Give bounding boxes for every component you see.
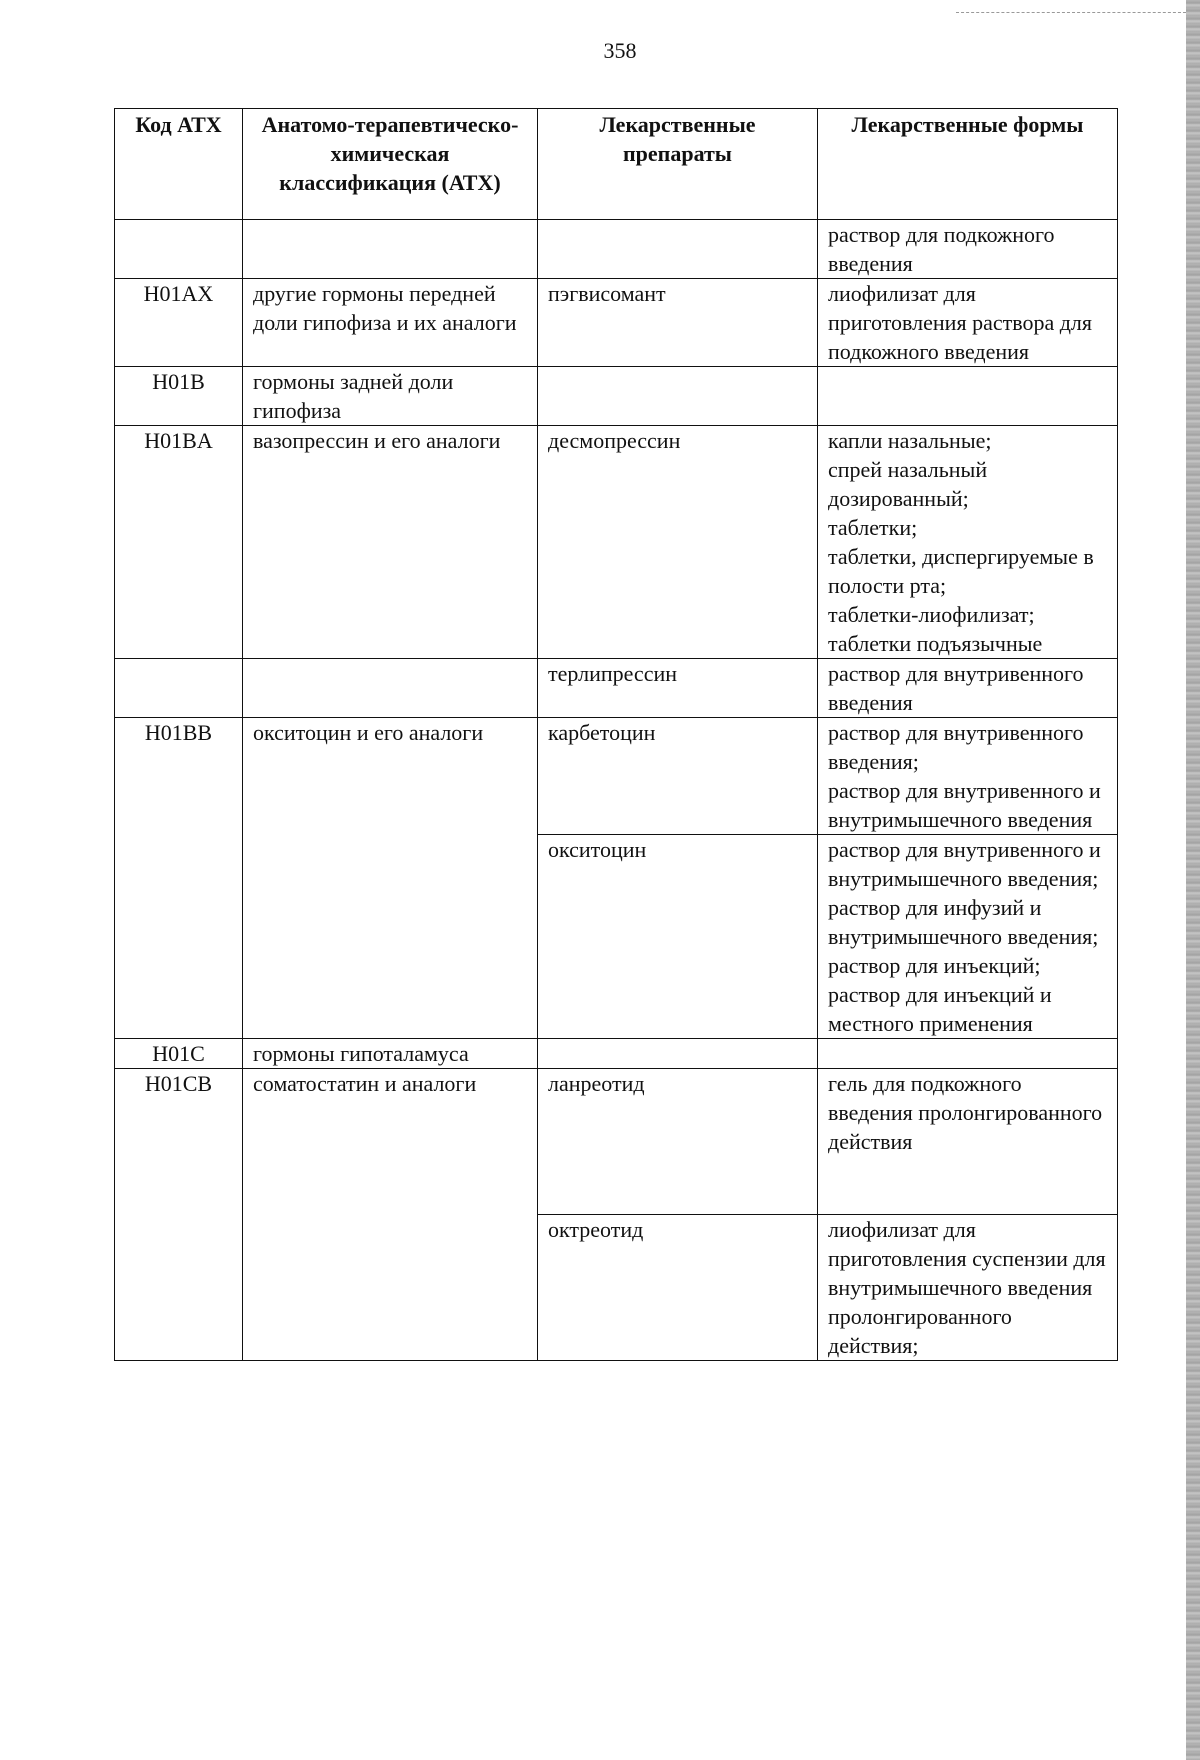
cell-forms bbox=[818, 718, 1118, 835]
cell-forms bbox=[818, 426, 1118, 659]
cell-forms bbox=[818, 835, 1118, 1039]
cell-drug: терлипрессин bbox=[538, 659, 818, 718]
cell-classification: соматостатин и аналоги bbox=[243, 1069, 538, 1361]
table-row bbox=[115, 279, 1118, 367]
atc-table bbox=[114, 108, 1118, 1361]
cell-classification bbox=[243, 659, 538, 718]
cell-classification: гормоны задней доли гипофиза bbox=[243, 367, 538, 426]
cell-code: H01AX bbox=[115, 279, 243, 367]
form-item: лиофилизат для приготовления раствора для подкожного введения bbox=[828, 281, 1092, 364]
cell-classification: окситоцин и его аналоги bbox=[243, 718, 538, 1039]
form-item: таблетки; bbox=[828, 515, 918, 540]
form-item: раствор для внутривенного введения bbox=[828, 661, 1084, 715]
cell-code bbox=[115, 220, 243, 279]
cell-code: H01C bbox=[115, 1039, 243, 1069]
cell-code: H01BA bbox=[115, 426, 243, 659]
cell-code: H01B bbox=[115, 367, 243, 426]
cell-code: H01CB bbox=[115, 1069, 243, 1361]
cell-classification: другие гормоны передней доли гипофиза и их аналоги bbox=[243, 279, 538, 367]
cell-classification: вазопрессин и его аналоги bbox=[243, 426, 538, 659]
cell-forms bbox=[818, 279, 1118, 367]
cell-forms bbox=[818, 1039, 1118, 1069]
cell-forms bbox=[818, 659, 1118, 718]
form-item: раствор для подкожного введения bbox=[828, 222, 1055, 276]
form-item: таблетки подъязычные bbox=[828, 631, 1043, 656]
cell-classification: гормоны гипоталамуса bbox=[243, 1039, 538, 1069]
header-classification: Анатомо-терапевтическо-химическая классификация (АТХ) bbox=[243, 109, 538, 220]
form-item: раствор для инъекций и местного применения bbox=[828, 982, 1052, 1036]
scan-edge-strip bbox=[1186, 0, 1200, 1760]
table-row bbox=[115, 220, 1118, 279]
form-item: раствор для инфузий и внутримышечного введения; bbox=[828, 895, 1099, 949]
cell-drug: пэгвисомант bbox=[538, 279, 818, 367]
table-row bbox=[115, 367, 1118, 426]
cell-forms bbox=[818, 367, 1118, 426]
form-item: таблетки-лиофилизат; bbox=[828, 602, 1035, 627]
cell-drug: десмопрессин bbox=[538, 426, 818, 659]
table-row bbox=[115, 1069, 1118, 1215]
cell-drug: октреотид bbox=[538, 1215, 818, 1361]
cell-forms bbox=[818, 220, 1118, 279]
cell-drug bbox=[538, 220, 818, 279]
cell-drug: карбетоцин bbox=[538, 718, 818, 835]
form-item: спрей назальный дозированный; bbox=[828, 457, 988, 511]
table-row bbox=[115, 659, 1118, 718]
header-drugs: Лекарственные препараты bbox=[538, 109, 818, 220]
form-item: раствор для внутривенного введения; bbox=[828, 720, 1084, 774]
header-forms: Лекарственные формы bbox=[818, 109, 1118, 220]
page-number: 358 bbox=[603, 38, 637, 63]
scan-edge-mark bbox=[956, 0, 1186, 13]
header-code: Код АТХ bbox=[115, 109, 243, 220]
form-item: капли назальные; bbox=[828, 428, 992, 453]
cell-drug bbox=[538, 1039, 818, 1069]
cell-forms bbox=[818, 1069, 1118, 1215]
cell-forms bbox=[818, 1215, 1118, 1361]
table-row bbox=[115, 718, 1118, 835]
cell-drug: окситоцин bbox=[538, 835, 818, 1039]
cell-drug: ланреотид bbox=[538, 1069, 818, 1215]
form-item: гель для подкожного введения пролонгированного действия bbox=[828, 1071, 1103, 1154]
form-item: раствор для внутривенного и внутримышечного введения; bbox=[828, 837, 1101, 891]
cell-drug bbox=[538, 367, 818, 426]
form-item: раствор для инъекций; bbox=[828, 953, 1041, 978]
form-item: лиофилизат для приготовления суспензии для внутримышечного введения пролонгированного действия; bbox=[828, 1217, 1106, 1358]
cell-code bbox=[115, 659, 243, 718]
cell-classification bbox=[243, 220, 538, 279]
table-row bbox=[115, 1039, 1118, 1069]
form-item: таблетки, диспергируемые в полости рта; bbox=[828, 544, 1094, 598]
table-header-row bbox=[115, 109, 1118, 220]
form-item: раствор для внутривенного и внутримышечного введения bbox=[828, 778, 1101, 832]
table-row bbox=[115, 426, 1118, 659]
cell-code: H01BB bbox=[115, 718, 243, 1039]
